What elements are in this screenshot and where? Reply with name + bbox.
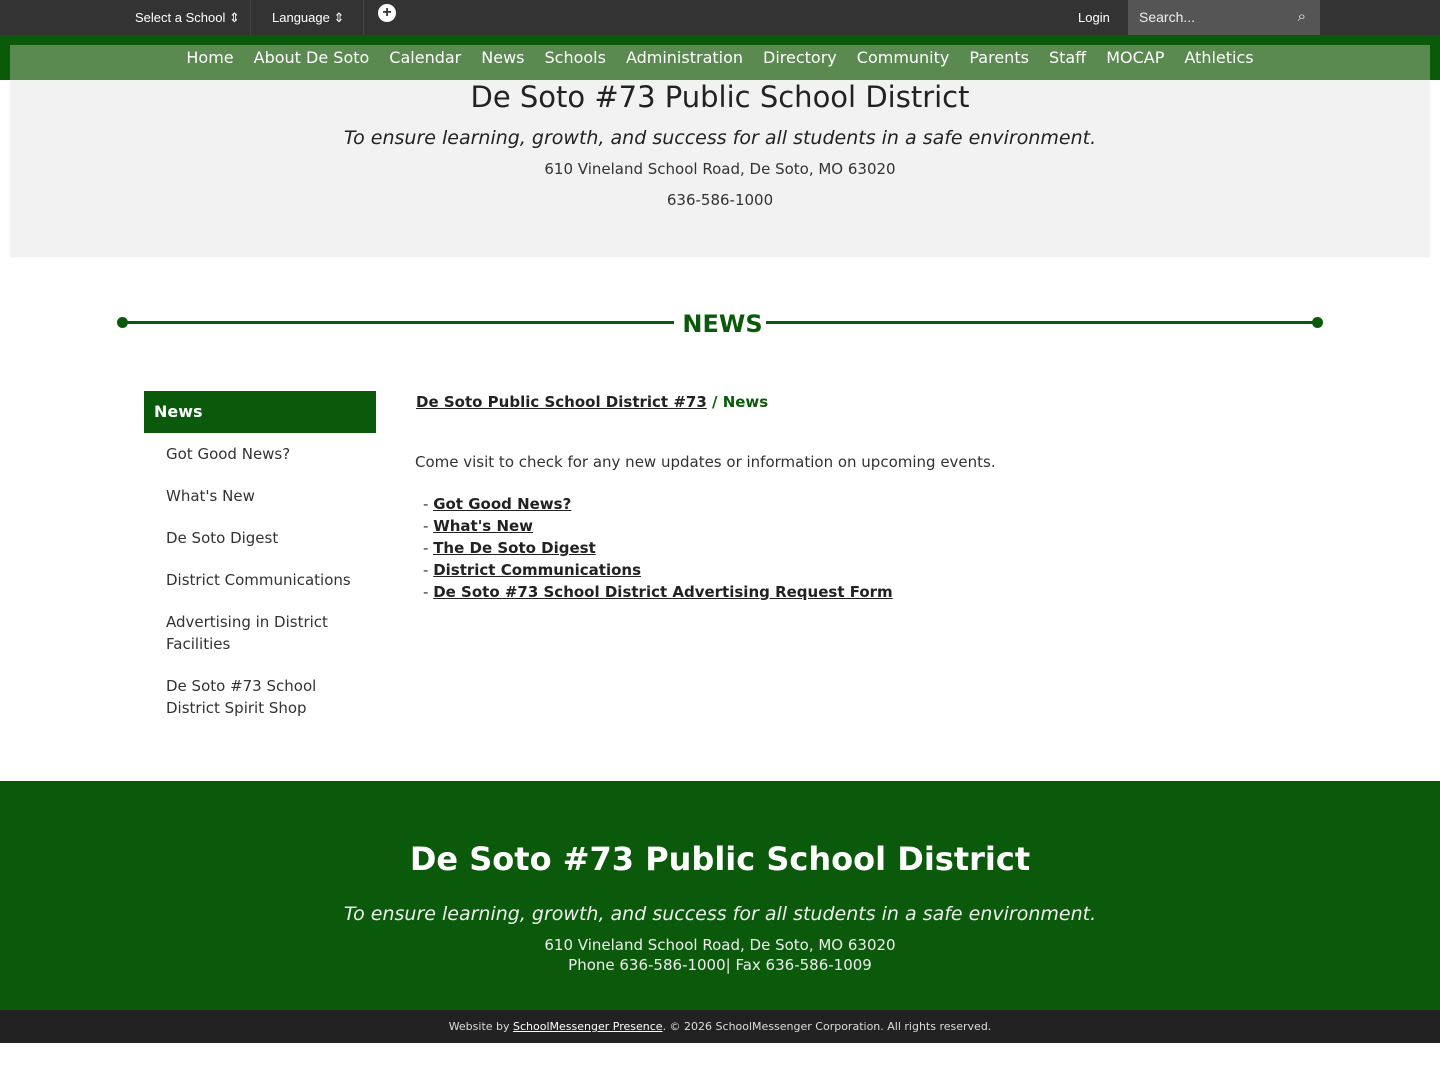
footer-title: De Soto #73 Public School District (409, 840, 1031, 878)
divider-line (766, 321, 1322, 324)
nav-mocap[interactable]: MOCAP (1106, 48, 1165, 67)
nav-calendar[interactable]: Calendar (389, 48, 462, 67)
sidebar-item-advertising[interactable]: Advertising in District Facilities (166, 613, 328, 653)
link-communications[interactable]: District Communications (433, 561, 642, 579)
plus-circle-icon[interactable]: + (378, 4, 396, 22)
nav-athletics[interactable]: Athletics (1184, 48, 1254, 67)
nav-schools[interactable]: Schools (544, 48, 606, 67)
sidebar-item-whats-new[interactable]: What's New (166, 487, 255, 505)
copyright-prefix: Website by (448, 1020, 514, 1033)
sidebar-item-news[interactable]: News (144, 391, 376, 433)
sidebar-item-spirit-shop[interactable]: De Soto #73 School District Spirit Shop (166, 677, 317, 717)
sidebar-item-digest[interactable]: De Soto Digest (166, 529, 279, 547)
link-got-good-news[interactable]: Got Good News? (433, 495, 572, 513)
section-title: NEWS (682, 310, 763, 338)
site-address: 610 Vineland School Road, De Soto, MO 63020 (544, 160, 896, 178)
section-heading (117, 310, 1328, 340)
language-dropdown[interactable]: Language ⇕ (262, 0, 364, 35)
nav-news[interactable]: News (481, 48, 525, 67)
breadcrumb-home-link[interactable]: De Soto Public School District #73 (416, 393, 707, 411)
breadcrumb-current: / News (706, 393, 769, 411)
login-link[interactable]: Login (1078, 10, 1110, 25)
nav-community[interactable]: Community (856, 48, 950, 67)
main-content (415, 391, 1315, 603)
site-phone: 636-586-1000 (666, 191, 774, 209)
sidebar-item-got-good-news[interactable]: Got Good News? (166, 445, 291, 463)
nav-about[interactable]: About De Soto (253, 48, 370, 67)
link-advertising-form[interactable]: De Soto #73 School District Advertising Request Form (433, 583, 893, 601)
link-digest[interactable]: The De Soto Digest (433, 539, 596, 557)
top-bar (0, 0, 1440, 35)
sidebar (144, 391, 376, 729)
footer-address: 610 Vineland School Road, De Soto, MO 63020 (544, 936, 896, 954)
site-motto: To ensure learning, growth, and success for all students in a safe environment. (343, 127, 1097, 149)
nav-home[interactable]: Home (186, 48, 234, 67)
copyright-bar (0, 1010, 1440, 1043)
search-input[interactable] (1128, 0, 1320, 35)
nav-staff[interactable]: Staff (1048, 48, 1087, 67)
site-title[interactable]: De Soto #73 Public School District (470, 80, 970, 114)
footer-phone-fax: Phone 636-586-1000| Fax 636-586-1009 (568, 956, 872, 974)
nav-parents[interactable]: Parents (969, 48, 1029, 67)
sidebar-item-communications[interactable]: District Communications (166, 571, 351, 589)
footer-motto: To ensure learning, growth, and success for all students in a safe environment. (343, 903, 1097, 925)
breadcrumb (416, 391, 1315, 413)
news-links: - Got Good News? - What's New - The De Soto Digest - District Communications - De Soto #73 School District Advertising Request Form (423, 495, 893, 601)
select-school-dropdown[interactable]: Select a School ⇕ (125, 0, 251, 35)
nav-administration[interactable]: Administration (625, 48, 744, 67)
site-header (10, 80, 1430, 257)
search-placeholder: Search... (1139, 9, 1196, 25)
main-nav (10, 45, 1430, 80)
nav-directory[interactable]: Directory (763, 48, 837, 67)
line-dot (1312, 317, 1323, 328)
search-icon[interactable]: ⌕ (1297, 8, 1306, 25)
copyright-text: . © 2026 SchoolMessenger Corporation. All rights reserved. (662, 1020, 992, 1033)
schoolmessenger-link[interactable]: SchoolMessenger Presence (513, 1020, 663, 1033)
intro-text: Come visit to check for any new updates or information on upcoming events. (415, 453, 996, 471)
footer (0, 781, 1440, 1010)
link-whats-new[interactable]: What's New (433, 517, 534, 535)
